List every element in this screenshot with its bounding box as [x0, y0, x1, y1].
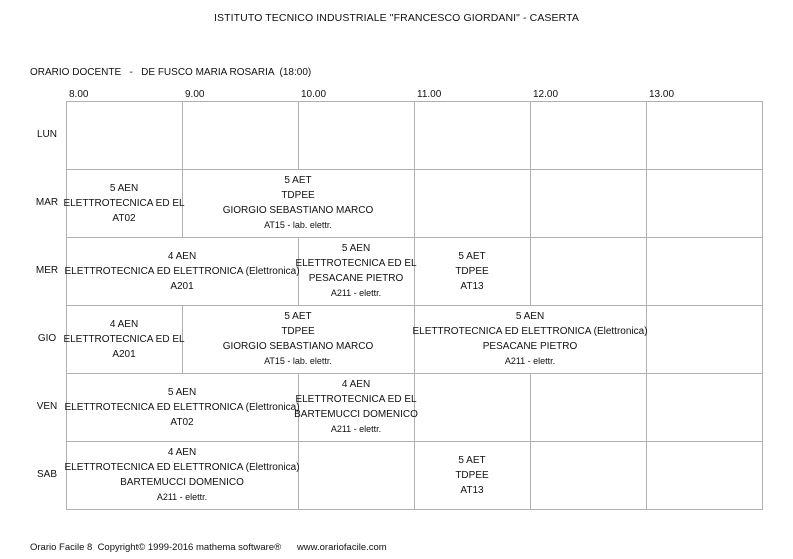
grid-line-vertical — [182, 101, 183, 170]
hour-label: 9.00 — [185, 89, 205, 100]
lesson-line: 5 AET — [458, 250, 486, 262]
grid-line-vertical — [646, 441, 647, 510]
hour-label: 8.00 — [69, 89, 89, 100]
hour-label: 12.00 — [533, 89, 559, 100]
lesson-line: AT13 — [460, 280, 484, 292]
day-label: LUN — [36, 129, 57, 140]
lesson-line: 4 AEN — [341, 379, 371, 390]
lesson-line: A211 - elettr. — [156, 492, 208, 502]
lesson-block[interactable] — [414, 441, 530, 509]
lesson-line: PESACANE PIETRO — [482, 341, 578, 352]
grid-line-vertical — [762, 373, 763, 442]
grid-line-vertical — [530, 373, 531, 442]
lesson-line: ELETTROTECNICA ED ELETTRONICA (Elettronica) — [64, 401, 300, 413]
hour-label: 10.00 — [301, 89, 327, 100]
grid-line-vertical — [646, 101, 647, 170]
grid-line-vertical — [530, 101, 531, 170]
lesson-line: 5 AET — [458, 454, 486, 466]
grid-line-vertical — [646, 237, 647, 306]
hours-total: (18:00) — [279, 67, 312, 78]
lesson-line: GIORGIO SEBASTIANO MARCO — [222, 341, 374, 352]
lesson-line: TDPEE — [455, 469, 489, 481]
grid-line-vertical — [298, 441, 299, 510]
lesson-line: AT13 — [460, 484, 484, 496]
grid-line-vertical — [762, 237, 763, 306]
grid-line-vertical — [530, 237, 531, 306]
grid-line-vertical — [530, 169, 531, 238]
lesson-line: AT02 — [112, 212, 136, 224]
lesson-line: AT02 — [170, 416, 194, 428]
lesson-block[interactable] — [182, 169, 414, 237]
lesson-line: 5 AET — [284, 311, 312, 322]
lesson-line: 5 AEN — [515, 311, 545, 322]
lesson-block[interactable] — [182, 305, 414, 373]
lesson-line: ELETTROTECNICA ED EL — [295, 394, 417, 405]
lesson-line: AT15 - lab. elettr. — [264, 356, 332, 366]
lesson-line: A211 - elettr. — [330, 424, 382, 434]
lesson-block[interactable] — [63, 305, 185, 373]
grid-line-vertical — [414, 169, 415, 238]
grid-line-vertical — [646, 169, 647, 238]
lesson-block[interactable] — [414, 237, 530, 305]
grid-line-vertical — [762, 441, 763, 510]
lesson-line: 5 AET — [284, 175, 312, 186]
grid-line-vertical — [530, 441, 531, 510]
grid-line-vertical — [298, 101, 299, 170]
lesson-line: BARTEMUCCI DOMENICO — [294, 409, 418, 420]
lesson-block[interactable] — [295, 237, 417, 305]
lesson-line: ELETTROTECNICA ED ELETTRONICA (Elettronica) — [64, 462, 300, 473]
lesson-line: BARTEMUCCI DOMENICO — [120, 477, 244, 488]
lesson-line: ELETTROTECNICA ED EL — [63, 197, 185, 209]
teacher-name: DE FUSCO MARIA ROSARIA — [141, 67, 274, 78]
hour-label: 13.00 — [649, 89, 675, 100]
lesson-block[interactable] — [66, 237, 298, 305]
lesson-line: A211 - elettr. — [330, 288, 382, 298]
lesson-block[interactable] — [63, 169, 185, 237]
day-label: VEN — [36, 401, 58, 412]
separator: - — [129, 67, 133, 78]
day-label: MER — [35, 265, 59, 276]
grid-line-vertical — [762, 101, 763, 170]
footer — [30, 542, 387, 553]
day-label: GIO — [37, 333, 57, 344]
schedule-type-label: ORARIO DOCENTE — [30, 67, 122, 78]
lesson-line: GIORGIO SEBASTIANO MARCO — [222, 205, 374, 216]
lesson-line: ELETTROTECNICA ED EL — [295, 258, 417, 269]
grid-line-vertical — [646, 373, 647, 442]
lesson-line: PESACANE PIETRO — [308, 273, 404, 284]
lesson-line: A201 — [170, 280, 194, 292]
lesson-line: 4 AEN — [109, 318, 139, 330]
grid-line-vertical — [66, 101, 67, 170]
lesson-line: 5 AEN — [167, 386, 197, 398]
lesson-line: A211 - elettr. — [504, 356, 556, 366]
lesson-line: AT15 - lab. elettr. — [264, 220, 332, 230]
lesson-line: TDPEE — [281, 190, 315, 201]
day-label: MAR — [35, 197, 59, 208]
lesson-line: ELETTROTECNICA ED ELETTRONICA (Elettronica) — [412, 326, 648, 337]
lesson-line: ELETTROTECNICA ED ELETTRONICA (Elettronica) — [64, 265, 300, 277]
grid-line-vertical — [646, 305, 647, 374]
lesson-line: 5 AEN — [341, 243, 371, 254]
lesson-line: TDPEE — [281, 326, 315, 337]
website-link: www.orariofacile.com — [296, 542, 387, 553]
lesson-block[interactable] — [414, 305, 646, 373]
lesson-block[interactable] — [66, 441, 298, 509]
grid-line-vertical — [762, 169, 763, 238]
lesson-block[interactable] — [294, 373, 418, 441]
lesson-line: 4 AEN — [167, 447, 197, 458]
lesson-line: ELETTROTECNICA ED EL — [63, 333, 185, 345]
teacher-schedule-header — [30, 67, 311, 78]
page-title: ISTITUTO TECNICO INDUSTRIALE "FRANCESCO GIORDANI" - CASERTA — [214, 12, 579, 24]
lesson-line: 4 AEN — [167, 250, 197, 262]
day-label: SAB — [36, 469, 57, 480]
grid-line-vertical — [762, 305, 763, 374]
lesson-line: 5 AEN — [109, 182, 139, 194]
hour-label: 11.00 — [417, 89, 442, 100]
grid-line-vertical — [414, 101, 415, 170]
lesson-line: A201 — [112, 348, 136, 360]
copyright-text: Orario Facile 8 Copyright© 1999-2016 mathema software® — [30, 542, 282, 553]
lesson-line: TDPEE — [455, 265, 489, 277]
lesson-block[interactable] — [66, 373, 298, 441]
